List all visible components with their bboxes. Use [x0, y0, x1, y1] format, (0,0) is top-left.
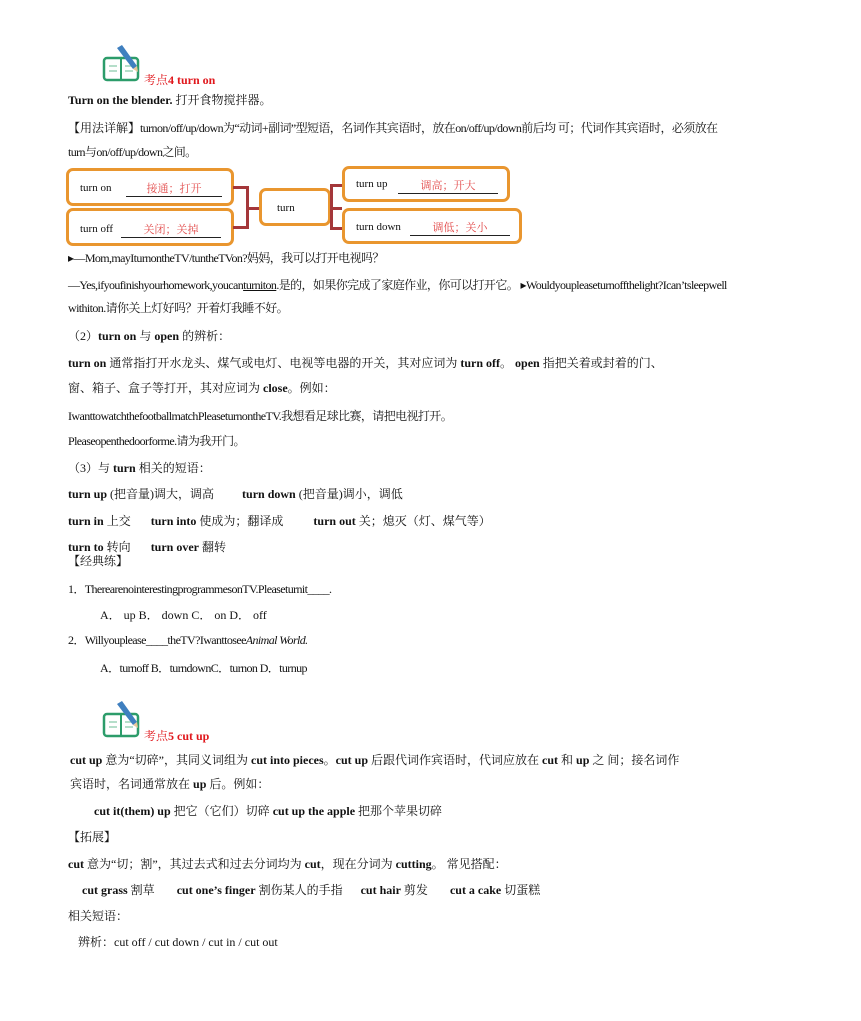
related-phrases-label: 相关短语： — [68, 909, 129, 923]
cut-meaning: cut 意为“切；割”，其过去式和过去分词均为 cut，现在分词为 cutting。 常见搭配： — [68, 857, 507, 871]
right-connector-vertical — [330, 184, 333, 230]
usage-line-1: 【用法详解】turnon/off/up/down为“动词+副词”型短语，名词作其宾语时，放在on/off/up/down前后均 可；代词作其宾语时，必须放在 — [68, 121, 718, 135]
part2-line-1: turn on 通常指打开水龙头、煤气或电灯、电视等电器的开关，其对应词为 turn off。 open 指把关着或封着的门、 — [68, 356, 663, 370]
turn-off-box: turn off 关闭；关掉 — [66, 208, 234, 246]
example-3: withiton.请你关上灯好吗？开着灯我睡不好。 — [68, 301, 289, 315]
usage-line-2: turn与on/off/up/down之间。 — [68, 145, 197, 159]
example-1: ▸—Mom,mayIturnontheTV/tuntheTVon?妈妈，我可以打开电视吗？ — [68, 251, 384, 265]
left-connector-mid — [246, 207, 260, 210]
section4-title: 考点4 turn on — [144, 73, 216, 87]
part2-heading: （2）turn on 与 open 的辨析： — [68, 329, 231, 343]
practice-label: 【经典练】 — [68, 554, 129, 568]
question-2: 2．Willyouplease____theTV?IwanttoseeAnimal World. — [68, 633, 308, 647]
phrase-row-1: turn up (把音量)调大，调高 turn down (把音量)调小，调低 — [68, 487, 403, 501]
phrase-row-2: turn in 上交 turn into 使成为；翻译成 turn out 关；熄灭（灯、煤气等） — [68, 514, 491, 528]
question-1: 1．TherearenointerestingprogrammesonTV.Pleaseturnit____. — [68, 582, 332, 596]
left-connector-bottom — [233, 226, 247, 229]
analysis-line: 辨析：cut off / cut down / cut in / cut out — [78, 935, 278, 949]
cutup-example: cut it(them) up 把它（它们）切碎 cut up the apple 把那个苹果切碎 — [94, 804, 443, 818]
part2-line-2: 窗、箱子、盒子等打开，其对应词为 close。例如： — [68, 381, 336, 395]
cutup-line-2: 宾语时，名词通常放在 up 后。例如： — [70, 777, 270, 791]
turn-down-box: turn down 调低；关小 — [342, 208, 522, 244]
notebook-pencil-icon — [101, 700, 143, 740]
section5-title: 考点5 cut up — [144, 729, 210, 743]
part2-example-2: Pleaseopenthedoorforme.请为我开门。 — [68, 434, 245, 448]
extension-label: 【拓展】 — [68, 830, 117, 844]
turn-center-box: turn — [259, 188, 331, 226]
part3-heading: （3）与 turn 相关的短语： — [68, 461, 211, 475]
part2-example-1: IwanttowatchthefootballmatchPleaseturnontheTV.我想看足球比赛，请把电视打开。 — [68, 409, 453, 423]
turn-up-box: turn up 调高；开大 — [342, 166, 510, 202]
example-sentence: Turn on the blender. 打开食物搅拌器。 — [68, 93, 272, 107]
example-2: —Yes,ifyoufinishyourhomework,youcanturniton.是的，如果你完成了家庭作业，你可以打开它。 ▸Wouldyoupleaseturnoffthelight?Ican’tsleepwell — [68, 278, 727, 292]
cut-collocations: cut grass 割草 cut one’s finger 割伤某人的手指 cut hair 剪发 cut a cake 切蛋糕 — [82, 883, 541, 897]
phrase-row-3: turn to 转向 turn over 翻转 — [68, 540, 227, 554]
question-1-options: A． up B． down C． on D． off — [100, 608, 267, 622]
turn-on-box: turn on 接通；打开 — [66, 168, 234, 206]
notebook-pencil-icon — [101, 44, 143, 84]
question-2-options: A．turnoff B．turndownC．turnon D．turnup — [100, 661, 307, 675]
cutup-line-1: cut up 意为“切碎”，其同义词组为 cut into pieces。cut up 后跟代词作宾语时，代词应放在 cut 和 up 之 间；接名词作 — [70, 753, 680, 767]
left-connector-top — [233, 186, 247, 189]
